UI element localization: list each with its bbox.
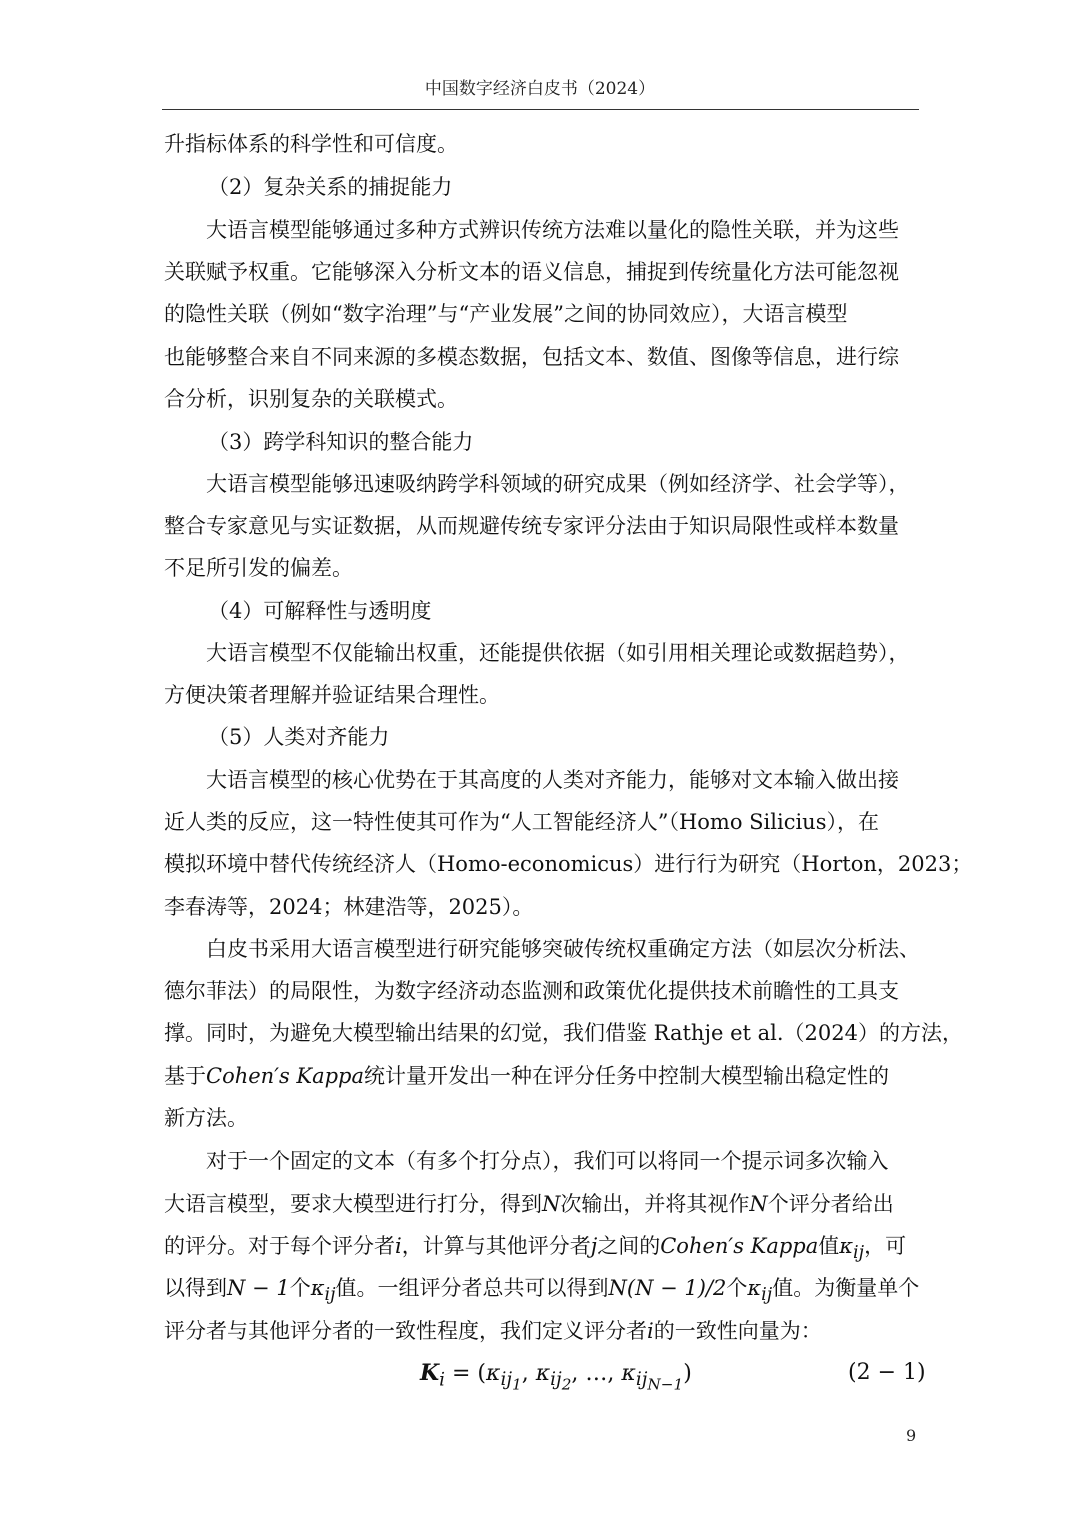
paragraph-line: 对于一个固定的文本（有多个打分点），我们可以将同一个提示词多次输入 — [206, 1149, 889, 1173]
text-run: 的一致性向量为： — [653, 1319, 822, 1343]
math-kappa: κ — [535, 1361, 551, 1386]
paragraph-line — [164, 1232, 906, 1267]
math-subscript — [635, 1369, 684, 1395]
math-inline: κ — [839, 1234, 854, 1258]
text-run: 个 — [726, 1276, 748, 1300]
math-separator: , …, — [571, 1361, 622, 1386]
text-run: 统计量开发出一种在评分任务中控制大模型输出稳定性的 — [364, 1064, 890, 1088]
paragraph-line: 德尔菲法）的局限性，为数字经济动态监测和政策优化提供技术前瞻性的工具支 — [164, 979, 899, 1003]
paragraph-line: 的隐性关联（例如“数字治理”与“产业发展”之间的协同效应），大语言模型 — [164, 302, 848, 326]
paragraph-line: 李春涛等，2024；林建浩等，2025）。 — [164, 895, 534, 919]
paragraph-line: 近人类的反应，这一特性使其可作为“人工智能经济人”（Homo Silicius），在 — [164, 810, 879, 834]
page-number: 9 — [906, 1426, 917, 1445]
text-run: 之间的 — [597, 1234, 661, 1258]
section-heading-4: （4）可解释性与透明度 — [208, 599, 432, 623]
paragraph-line: 合分析，识别复杂的关联模式。 — [164, 387, 458, 411]
math-inline: Cohen′s Kappa — [660, 1234, 819, 1258]
math-subsubscript: 1 — [512, 1376, 522, 1395]
math-inline: N — [749, 1192, 768, 1216]
paragraph-line: 方便决策者理解并验证结果合理性。 — [164, 683, 500, 707]
text-run: 次输出，并将其视作 — [560, 1192, 750, 1216]
paragraph-line — [164, 1062, 889, 1090]
section-heading-3: （3）跨学科知识的整合能力 — [208, 430, 474, 454]
math-inline: κ — [310, 1276, 325, 1300]
math-subsubscript: 2 — [561, 1376, 572, 1395]
paragraph-line: 整合专家意见与实证数据，从而规避传统专家评分法由于知识局限性或样本数量 — [164, 514, 899, 538]
math-subscript: i — [439, 1369, 445, 1391]
math-inline: i — [647, 1319, 654, 1343]
math-operator: = ( — [445, 1361, 487, 1386]
math-subscript — [500, 1369, 522, 1395]
math-subscript — [550, 1369, 572, 1395]
paragraph-line: 关联赋予权重。它能够深入分析文本的语义信息，捕捉到传统量化方法可能忽视 — [164, 260, 899, 284]
paragraph-line — [164, 1190, 894, 1218]
text-run: ，计算与其他评分者 — [401, 1234, 591, 1258]
text-run: 值 — [818, 1234, 840, 1258]
math-inline: κ — [747, 1276, 762, 1300]
equation-number: (2 − 1) — [848, 1360, 926, 1385]
paragraph-line: 模拟环境中替代传统经济人（Homo-economicus）进行行为研究（Horton，2023； — [164, 852, 973, 876]
math-separator: , — [521, 1361, 536, 1386]
math-subscript-text: ij — [635, 1369, 648, 1391]
paragraph-line: 白皮书采用大语言模型进行研究能够突破传统权重确定方法（如层次分析法、 — [206, 937, 920, 961]
math-kappa: κ — [486, 1361, 501, 1386]
paragraph-line: 大语言模型能够通过多种方式辨识传统方法难以量化的隐性关联，并为这些 — [206, 218, 899, 242]
text-run: ，可 — [864, 1234, 907, 1258]
math-subscript: ij — [853, 1243, 865, 1264]
math-subscript-text: ij — [500, 1369, 512, 1391]
paragraph-line — [164, 1274, 919, 1309]
section-heading-5: （5）人类对齐能力 — [208, 725, 390, 749]
paragraph-line: 新方法。 — [164, 1106, 248, 1130]
math-inline: N − 1 — [227, 1276, 290, 1300]
math-subscript-text: ij — [550, 1369, 562, 1391]
text-run: 值。为衡量单个 — [772, 1276, 920, 1300]
math-inline: i — [395, 1234, 402, 1258]
math-kappa: κ — [621, 1361, 636, 1386]
paragraph-line: 大语言模型能够迅速吸纳跨学科领域的研究成果（例如经济学、社会学等）， — [206, 472, 910, 496]
text-run: 个 — [289, 1276, 311, 1300]
paragraph-line — [164, 1317, 822, 1345]
text-run: 的评分。对于每个评分者 — [164, 1234, 395, 1258]
math-subsubscript: N−1 — [647, 1376, 684, 1395]
section-heading-2: （2）复杂关系的捕捉能力 — [208, 175, 453, 199]
paragraph-line: 撑。同时，为避免大模型输出结果的幻觉，我们借鉴 Rathje et al.（2024）的方法， — [164, 1021, 963, 1045]
math-subscript: ij — [761, 1285, 773, 1306]
paragraph-line: 升指标体系的科学性和可信度。 — [164, 132, 458, 156]
math-subscript: ij — [324, 1285, 336, 1306]
paragraph-line: 也能够整合来自不同来源的多模态数据，包括文本、数值、图像等信息，进行综 — [164, 345, 899, 369]
equation — [420, 1360, 692, 1394]
paragraph-line: 大语言模型的核心优势在于其高度的人类对齐能力，能够对文本输入做出接 — [206, 768, 899, 792]
text-run: 值。一组评分者总共可以得到 — [335, 1276, 609, 1300]
math-operator: ) — [683, 1361, 692, 1386]
text-run: 基于 — [164, 1064, 206, 1088]
paragraph-line: 不足所引发的偏差。 — [164, 556, 353, 580]
math-inline: N(N − 1)/2 — [608, 1276, 727, 1300]
text-run: 大语言模型，要求大模型进行打分，得到 — [164, 1192, 542, 1216]
header-rule — [162, 109, 919, 110]
running-header: 中国数字经济白皮书（2024） — [424, 79, 656, 99]
text-run: 以得到 — [164, 1276, 227, 1300]
math-inline: Cohen′s Kappa — [206, 1064, 365, 1088]
text-run: 个评分者给出 — [767, 1192, 894, 1216]
math-inline: N — [542, 1192, 561, 1216]
paragraph-line: 大语言模型不仅能输出权重，还能提供依据（如引用相关理论或数据趋势）， — [206, 641, 910, 665]
math-vector-k: K — [420, 1360, 440, 1386]
math-inline: j — [590, 1234, 598, 1258]
text-run: 评分者与其他评分者的一致性程度，我们定义评分者 — [164, 1319, 647, 1343]
